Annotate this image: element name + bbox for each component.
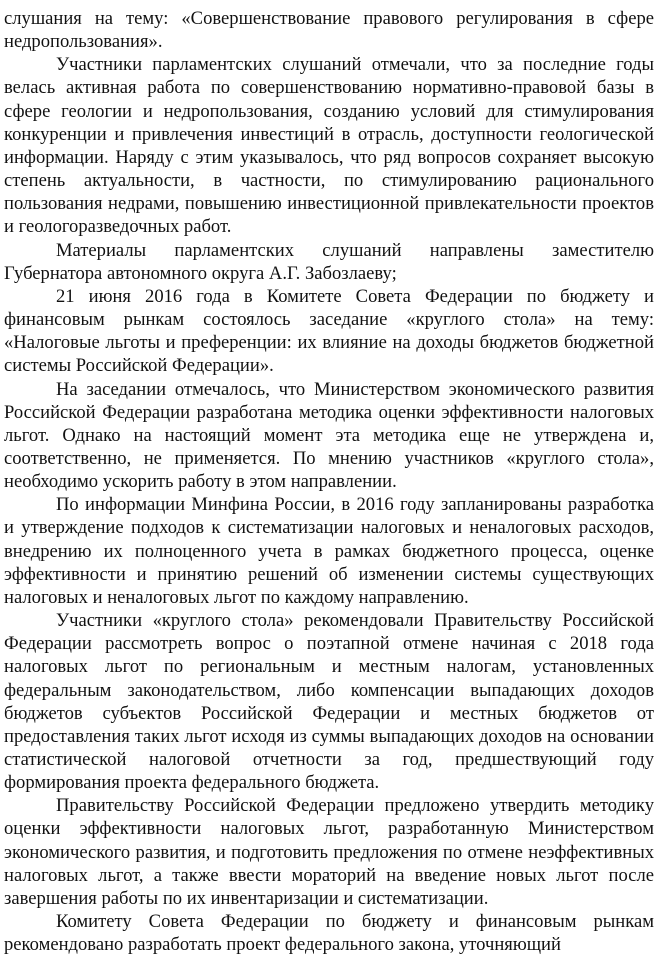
paragraph-8: Правительству Российской Федерации предложено утвердить методику оценки эффективности налоговых льгот, разработанную Министерством экономического развития, и подготовить предложения по отмене неэффективных налоговых льгот, а также ввести мораторий на введение новых льгот после завершения работы по их инвентаризации и систематизации. [4,795,654,909]
paragraph-5: На заседании отмечалось, что Министерством экономического развития Российской Федерации разработана методика оценки эффективности налоговых льгот. Однако на настоящий момент эта методика еще не утверждена и, соответственно, не применяется. По мнению участников «круглого стола», необходимо ускорить работу в этом направлении. [4,378,654,493]
paragraph-7: Участники «круглого стола» рекомендовали Правительству Российской Федерации рассмотреть вопрос о поэтапной отмене начиная с 2018 года налоговых льгот по региональным и местным налогам, установленных федеральным законодательством, либо компенсации выпадающих доходов бюджетов субъектов Российской Федерации и местных бюджетов от предоставления таких льгот исходя из суммы выпадающих доходов на основании статистической налоговой отчетности за год, предшествующий году формирования проекта федерального бюджета. [4,610,654,794]
paragraph-6: По информации Минфина России, в 2016 году запланированы разработка и утверждение подходов к систематизации налоговых и неналоговых расходов, внедрению их полноценного учета в рамках бюджетного процесса, оценке эффективности и принятию решений об изменении системы существующих налоговых и неналоговых льгот по каждому направлению. [4,494,654,608]
paragraph-9: Комитету Совета Федерации по бюджету и финансовым рынкам рекомендовано разработать проект федерального закона, уточняющий [4,911,654,956]
paragraph-3: Материалы парламентских слушаний направлены заместителю Губернатора автономного округа А.Г. Забозлаеву; [4,239,654,284]
paragraph-2: Участники парламентских слушаний отмечали, что за последние годы велась активная работа по совершенствованию нормативно-правовой базы в сфере геологии и недропользования, созданию условий для стимулирования конкуренции и привлечения инвестиций в отрасль, доступности геологической информации. Наряду с этим указывалось, что ряд вопросов сохраняет высокую степень актуальности, в частности, по стимулированию рационального пользования недрами, повышению инвестиционной привлекательности проектов и геологоразведочных работ. [4,54,654,238]
paragraph-4: 21 июня 2016 года в Комитете Совета Федерации по бюджету и финансовым рынкам состоялось заседание «круглого стола» на тему: «Налоговые льготы и преференции: их влияние на доходы бюджетов бюджетной системы Российской Федерации». [4,285,654,377]
paragraph-1: слушания на тему: «Совершенствование правового регулирования в сфере недропользования». [4,8,654,53]
